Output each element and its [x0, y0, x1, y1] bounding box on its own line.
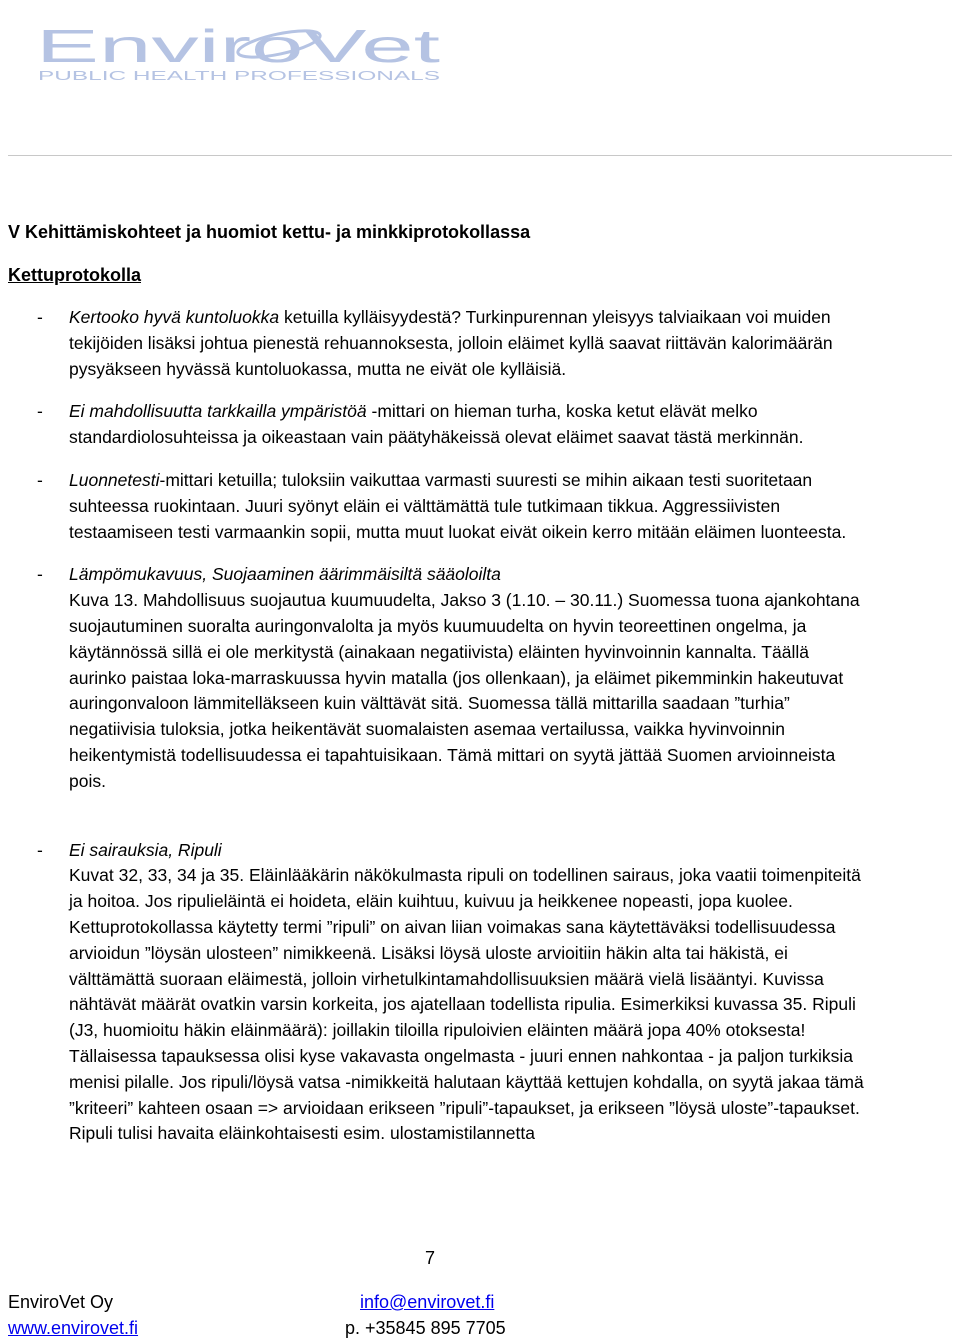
list-item	[0, 838, 869, 1148]
list-item	[0, 562, 869, 794]
list-item	[0, 399, 869, 451]
item-body: -mittari on hieman turha, koska ketut elävät melko standardiolosuhteissa ja oikeastaan vain päätyhäkeissä olevat eläimet saavat tästä merkinnän.	[69, 401, 804, 448]
list-item-text	[69, 399, 869, 451]
page-number: 7	[425, 1248, 436, 1268]
list-bullet: -	[37, 307, 43, 327]
footer-company: EnviroVet Oy	[8, 1292, 114, 1312]
header-divider	[8, 155, 952, 156]
footer-email-link[interactable]: info@envirovet.fi	[360, 1292, 495, 1312]
list-item-term-line	[69, 838, 869, 864]
list-item	[0, 305, 869, 382]
item-body: ketuilla kylläisyydestä? Turkinpurennan yleisyys talviaikaan voi muiden tekijöiden lisäksi johtua pienestä rehuannoksesta, jolloin eläimet kyllä saavat riittävän kalorimäärän pysyäkseen hyvässä kuntoluokassa, mutta ne eivät ole kylläisiä.	[69, 307, 833, 379]
item-term: Luonnetesti	[69, 469, 160, 490]
list-item	[0, 468, 869, 545]
list-item-text: Kuva 13. Mahdollisuus suojautua kuumuudelta, Jakso 3 (1.10. – 30.11.) Suomessa tuona ajankohtana suojautuminen suoralta auringonvalolta ja myös kuumuudelta on hyvin teoreettinen ongelma, ja käytännössä sillä ei ole merkitystä (ainakaan negatiivista) eläinten hyvinvoinnin kannalta. Täällä aurinko paistaa loka-marraskuussa hyvin matalla (jos ollenkaan), ja eläimet pikemminkin hakeutuvat auringonvaloon lämmitelläkseen kuin välttävät sitä. Suomessa tällä mittarilla saadaan ”turhia” negatiivisia tuloksia, jotka heikentävät suomalaisten asemaa vertailussa, vaikka hyvinvoinnin heikentymistä todellisuudessa ei tapahtuisikaan. Tämä mittari on syytä jättää Suomen arvioinneista pois.	[69, 590, 860, 791]
list-item-text: Kuvat 32, 33, 34 ja 35. Eläinlääkärin näkökulmasta ripuli on todellinen sairaus, joka vaatii toimenpiteitä ja hoitoa. Jos ripulieläintä ei hoideta, eläin kuihtuu, kuivuu ja heikkenee nopeasti, jopa kuolee. Kettuprotokollassa käytetty termi ”ripuli” on aivan liian voimakas sana käytettäväksi todellisuudessa arvioidun ”löysän ulosteen” nimikkeenä. Lisäksi löysä uloste arvioitiin häkin alta tai häkistä, ei välttämättä suoraan eläimestä, jolloin virhetulkintamahdollisuuksien määrä vielä lisääntyi. Kuvissa nähtävät määrät ovatkin varsin korkeita, jos ajatellaan todellista ripulia. Esimerkiksi kuvassa 35. Ripuli (J3, huomioitu häkin eläinmäärä): joillakin tiloilla ripuloivien eläinten määrä jopa 40% otoksesta! Tällaisessa tapauksessa olisi kyse vakavasta ongelmasta - juuri ennen nahkontaa - ja paljon turkiksia menisi pilalle. Jos ripuli/löysä vatsa -nimikkeitä halutaan käyttää kettujen kohdalla, on syytä jakaa tämä ”kriteeri” kahteen osaan => arvioidaan erikseen ”ripuli”-tapaukset, ja erikseen ”löysä uloste”-tapaukset. Ripuli tulisi havaita eläinkohtaisesti esim. ulostamistilannetta	[69, 865, 864, 1144]
item-term: Lämpömukavuus, Suojaaminen äärimmäisiltä sääoloilta	[69, 564, 501, 585]
logo-tagline: PUBLIC HEALTH PROFESSIONALS	[38, 68, 441, 83]
list-bullet: -	[37, 469, 43, 490]
list-bullet: -	[37, 839, 43, 860]
item-term: Kertooko hyvä kuntoluokka	[69, 307, 280, 327]
item-term: Ei mahdollisuutta tarkkailla ympäristöä	[69, 401, 367, 422]
remarks-list	[0, 305, 960, 1147]
envirovet-logo	[36, 22, 456, 84]
list-item-text	[69, 468, 869, 545]
list-item-text	[69, 305, 869, 382]
list-bullet: -	[37, 564, 43, 585]
footer-phone: p. +35845 895 7705	[345, 1318, 506, 1338]
list-item-term-line	[69, 562, 869, 588]
page-heading: V Kehittämiskohteet ja huomiot kettu- ja minkkiprotokollassa	[8, 222, 531, 242]
section-heading: Kettuprotokolla	[8, 265, 141, 285]
list-bullet: -	[37, 401, 43, 422]
item-body: -mittari ketuilla; tuloksiin vaikuttaa varmasti suuresti se mihin aikaan testi suoritetaan suhteessa ruokintaan. Juuri syönyt eläin ei välttämättä tule tutkimaan tikkua. Aggressiivisten testaamiseen testi varmaankin sopii, mutta muut luokat eivät oikein kerro mitään eläimen luonteesta.	[69, 469, 847, 542]
footer-website-link[interactable]: www.envirovet.fi	[8, 1318, 139, 1338]
logo-wordmark: EnviroVet	[36, 22, 441, 72]
item-term: Ei sairauksia, Ripuli	[69, 839, 222, 860]
